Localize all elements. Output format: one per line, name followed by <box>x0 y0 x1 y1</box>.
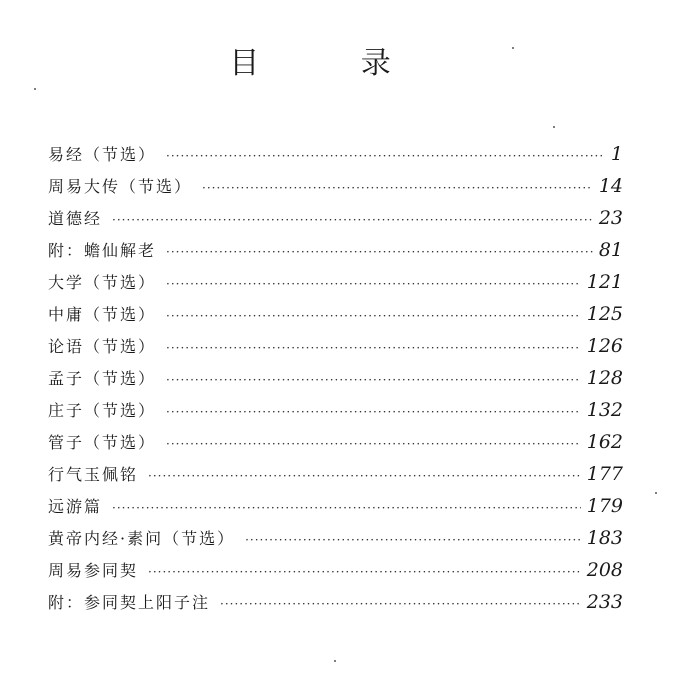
toc-entry <box>48 366 623 398</box>
toc-entry <box>48 398 623 430</box>
toc-entry <box>48 238 623 270</box>
toc-entry <box>48 270 623 302</box>
toc-entry-title: 行气玉佩铭 <box>48 465 139 484</box>
toc-entry-page: 121 <box>586 271 623 293</box>
toc-entry <box>48 590 623 622</box>
dot-leader <box>166 309 581 323</box>
dot-leader <box>220 597 581 611</box>
toc-entry-title: 附：蟾仙解老 <box>48 241 157 260</box>
dot-leader <box>112 501 581 515</box>
toc-entry-page: 208 <box>586 559 623 581</box>
toc-entry-title: 道德经 <box>48 209 103 228</box>
toc-entry-page: 128 <box>586 367 623 389</box>
scan-speck <box>655 492 657 494</box>
scan-speck <box>512 47 514 49</box>
toc-entry-page: 177 <box>586 463 623 485</box>
toc-entry-title: 远游篇 <box>48 497 103 516</box>
toc-entry-page: 23 <box>598 207 623 229</box>
dot-leader <box>166 437 581 451</box>
scan-speck <box>34 88 36 90</box>
table-of-contents <box>48 142 623 622</box>
dot-leader <box>166 245 593 259</box>
dot-leader <box>202 181 593 195</box>
dot-leader <box>148 469 581 483</box>
toc-entry <box>48 430 623 462</box>
toc-entry-title: 附：参同契上阳子注 <box>48 593 211 612</box>
toc-entry <box>48 206 623 238</box>
toc-entry <box>48 174 623 206</box>
dot-leader <box>245 533 581 547</box>
toc-entry-title: 周易大传（节选） <box>48 177 193 196</box>
toc-entry <box>48 462 623 494</box>
dot-leader <box>166 277 581 291</box>
toc-entry <box>48 558 623 590</box>
page-title: 目 录 <box>229 46 437 81</box>
toc-entry-page: 162 <box>586 431 623 453</box>
toc-entry-page: 183 <box>586 527 623 549</box>
toc-entry-page: 14 <box>598 175 623 197</box>
toc-entry-title: 管子（节选） <box>48 433 157 452</box>
toc-entry-title: 庄子（节选） <box>48 401 157 420</box>
toc-entry <box>48 334 623 366</box>
toc-entry-title: 黄帝内经·素问（节选） <box>48 529 236 548</box>
toc-entry <box>48 526 623 558</box>
dot-leader <box>148 565 581 579</box>
toc-entry-page: 125 <box>586 303 623 325</box>
toc-entry <box>48 302 623 334</box>
toc-entry-title: 孟子（节选） <box>48 369 157 388</box>
dot-leader <box>166 405 581 419</box>
toc-entry <box>48 142 623 174</box>
scan-speck <box>334 660 336 662</box>
dot-leader <box>166 149 605 163</box>
toc-entry-title: 中庸（节选） <box>48 305 157 324</box>
toc-entry-page: 126 <box>586 335 623 357</box>
toc-entry-title: 论语（节选） <box>48 337 157 356</box>
toc-entry-title: 易经（节选） <box>48 145 157 164</box>
toc-entry-page: 81 <box>598 239 623 261</box>
toc-entry-title: 周易参同契 <box>48 561 139 580</box>
dot-leader <box>112 213 593 227</box>
toc-entry-page: 179 <box>586 495 623 517</box>
toc-entry-page: 1 <box>610 143 623 165</box>
toc-entry-page: 132 <box>586 399 623 421</box>
dot-leader <box>166 341 581 355</box>
toc-entry-page: 233 <box>586 591 623 613</box>
toc-entry <box>48 494 623 526</box>
toc-entry-title: 大学（节选） <box>48 273 157 292</box>
dot-leader <box>166 373 581 387</box>
scan-speck <box>553 126 555 128</box>
